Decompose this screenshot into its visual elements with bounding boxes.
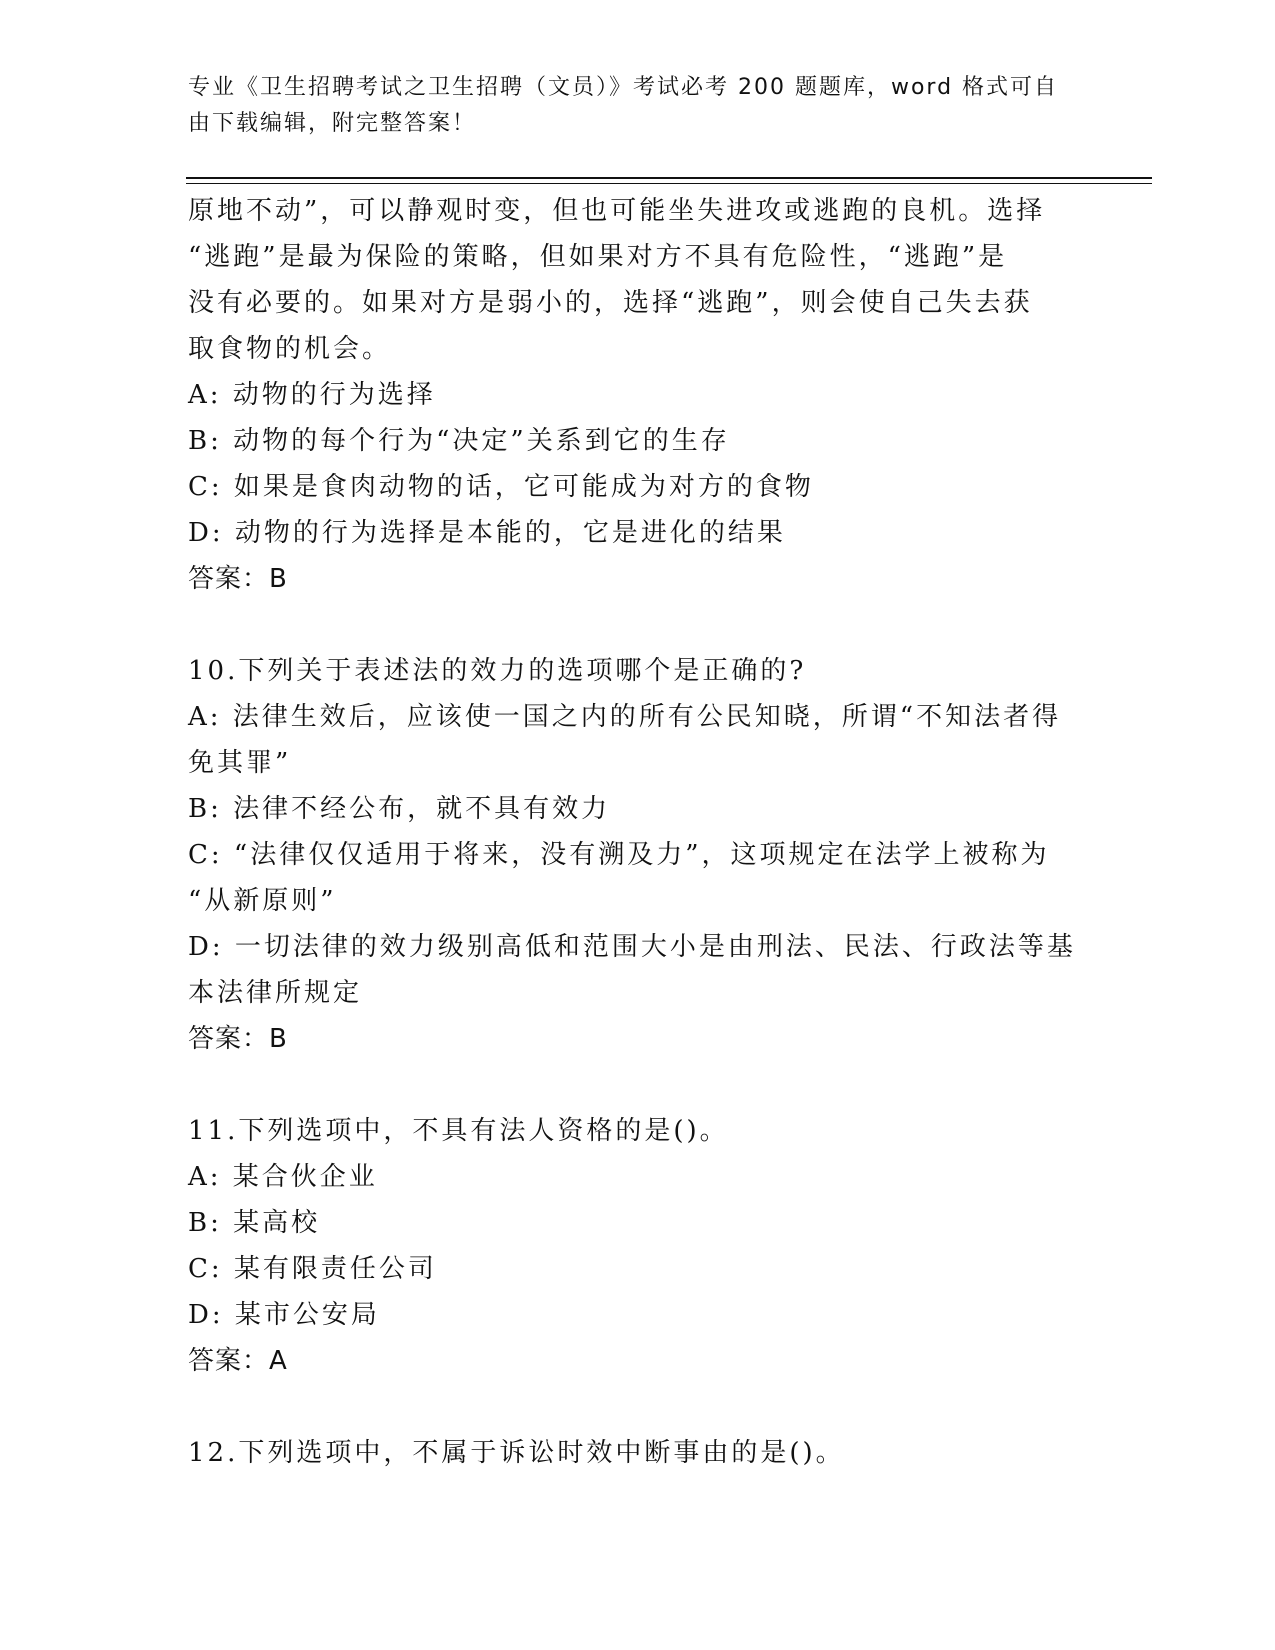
q11-answer: 答案：A — [188, 1346, 288, 1376]
q9-answer: 答案：B — [188, 564, 288, 594]
q10-option-line: B: 法律不经公布，就不具有效力 — [188, 794, 611, 824]
spacer — [188, 602, 1088, 648]
q10-answer: 答案：B — [188, 1024, 288, 1054]
q10-question: 10.下列关于表述法的效力的选项哪个是正确的? — [188, 656, 807, 686]
q9-option-c: C: 如果是食肉动物的话，它可能成为对方的食物 — [188, 472, 814, 502]
q11-option-d: D: 某市公安局 — [188, 1300, 380, 1330]
q10-option-line: C: “法律仅仅适用于将来，没有溯及力”，这项规定在法学上被称为 — [188, 840, 1050, 870]
q10-option-line: A: 法律生效后，应该使一国之内的所有公民知晓，所谓“不知法者得 — [188, 702, 1062, 732]
q11-option-a: A: 某合伙企业 — [188, 1162, 378, 1192]
header-divider-thick — [186, 177, 1152, 179]
passage-line: 没有必要的。如果对方是弱小的，选择“逃跑”，则会使自己失去获 — [188, 288, 1033, 318]
q12-question: 12.下列选项中，不属于诉讼时效中断事由的是()。 — [188, 1438, 845, 1468]
spacer — [188, 1062, 1088, 1108]
q9-option-b: B: 动物的每个行为“决定”关系到它的生存 — [188, 426, 730, 456]
document-body — [188, 188, 1088, 1476]
q11-question: 11.下列选项中，不具有法人资格的是()。 — [188, 1116, 729, 1146]
passage-line: “逃跑”是最为保险的策略，但如果对方不具有危险性，“逃跑”是 — [188, 242, 1008, 272]
document-header — [188, 70, 1068, 142]
q10-option-line: 本法律所规定 — [188, 978, 363, 1008]
header-divider-thin — [186, 183, 1152, 184]
spacer — [188, 1384, 1088, 1430]
q10-option-line: “从新原则” — [188, 886, 337, 916]
q11-option-b: B: 某高校 — [188, 1208, 321, 1238]
q10-option-line: D: 一切法律的效力级别高低和范围大小是由刑法、民法、行政法等基 — [188, 932, 1076, 962]
passage-line: 原地不动”，可以静观时变，但也可能坐失进攻或逃跑的良机。选择 — [188, 196, 1046, 226]
header-line-1: 专业《卫生招聘考试之卫生招聘（文员）》考试必考 200 题题库，word 格式可自 — [188, 75, 1059, 100]
q11-option-c: C: 某有限责任公司 — [188, 1254, 437, 1284]
passage-line: 取食物的机会。 — [188, 334, 392, 364]
q10-option-line: 免其罪” — [188, 748, 292, 778]
q9-option-a: A: 动物的行为选择 — [188, 380, 436, 410]
q9-option-d: D: 动物的行为选择是本能的，它是进化的结果 — [188, 518, 786, 548]
header-line-2: 由下载编辑，附完整答案！ — [188, 111, 477, 136]
